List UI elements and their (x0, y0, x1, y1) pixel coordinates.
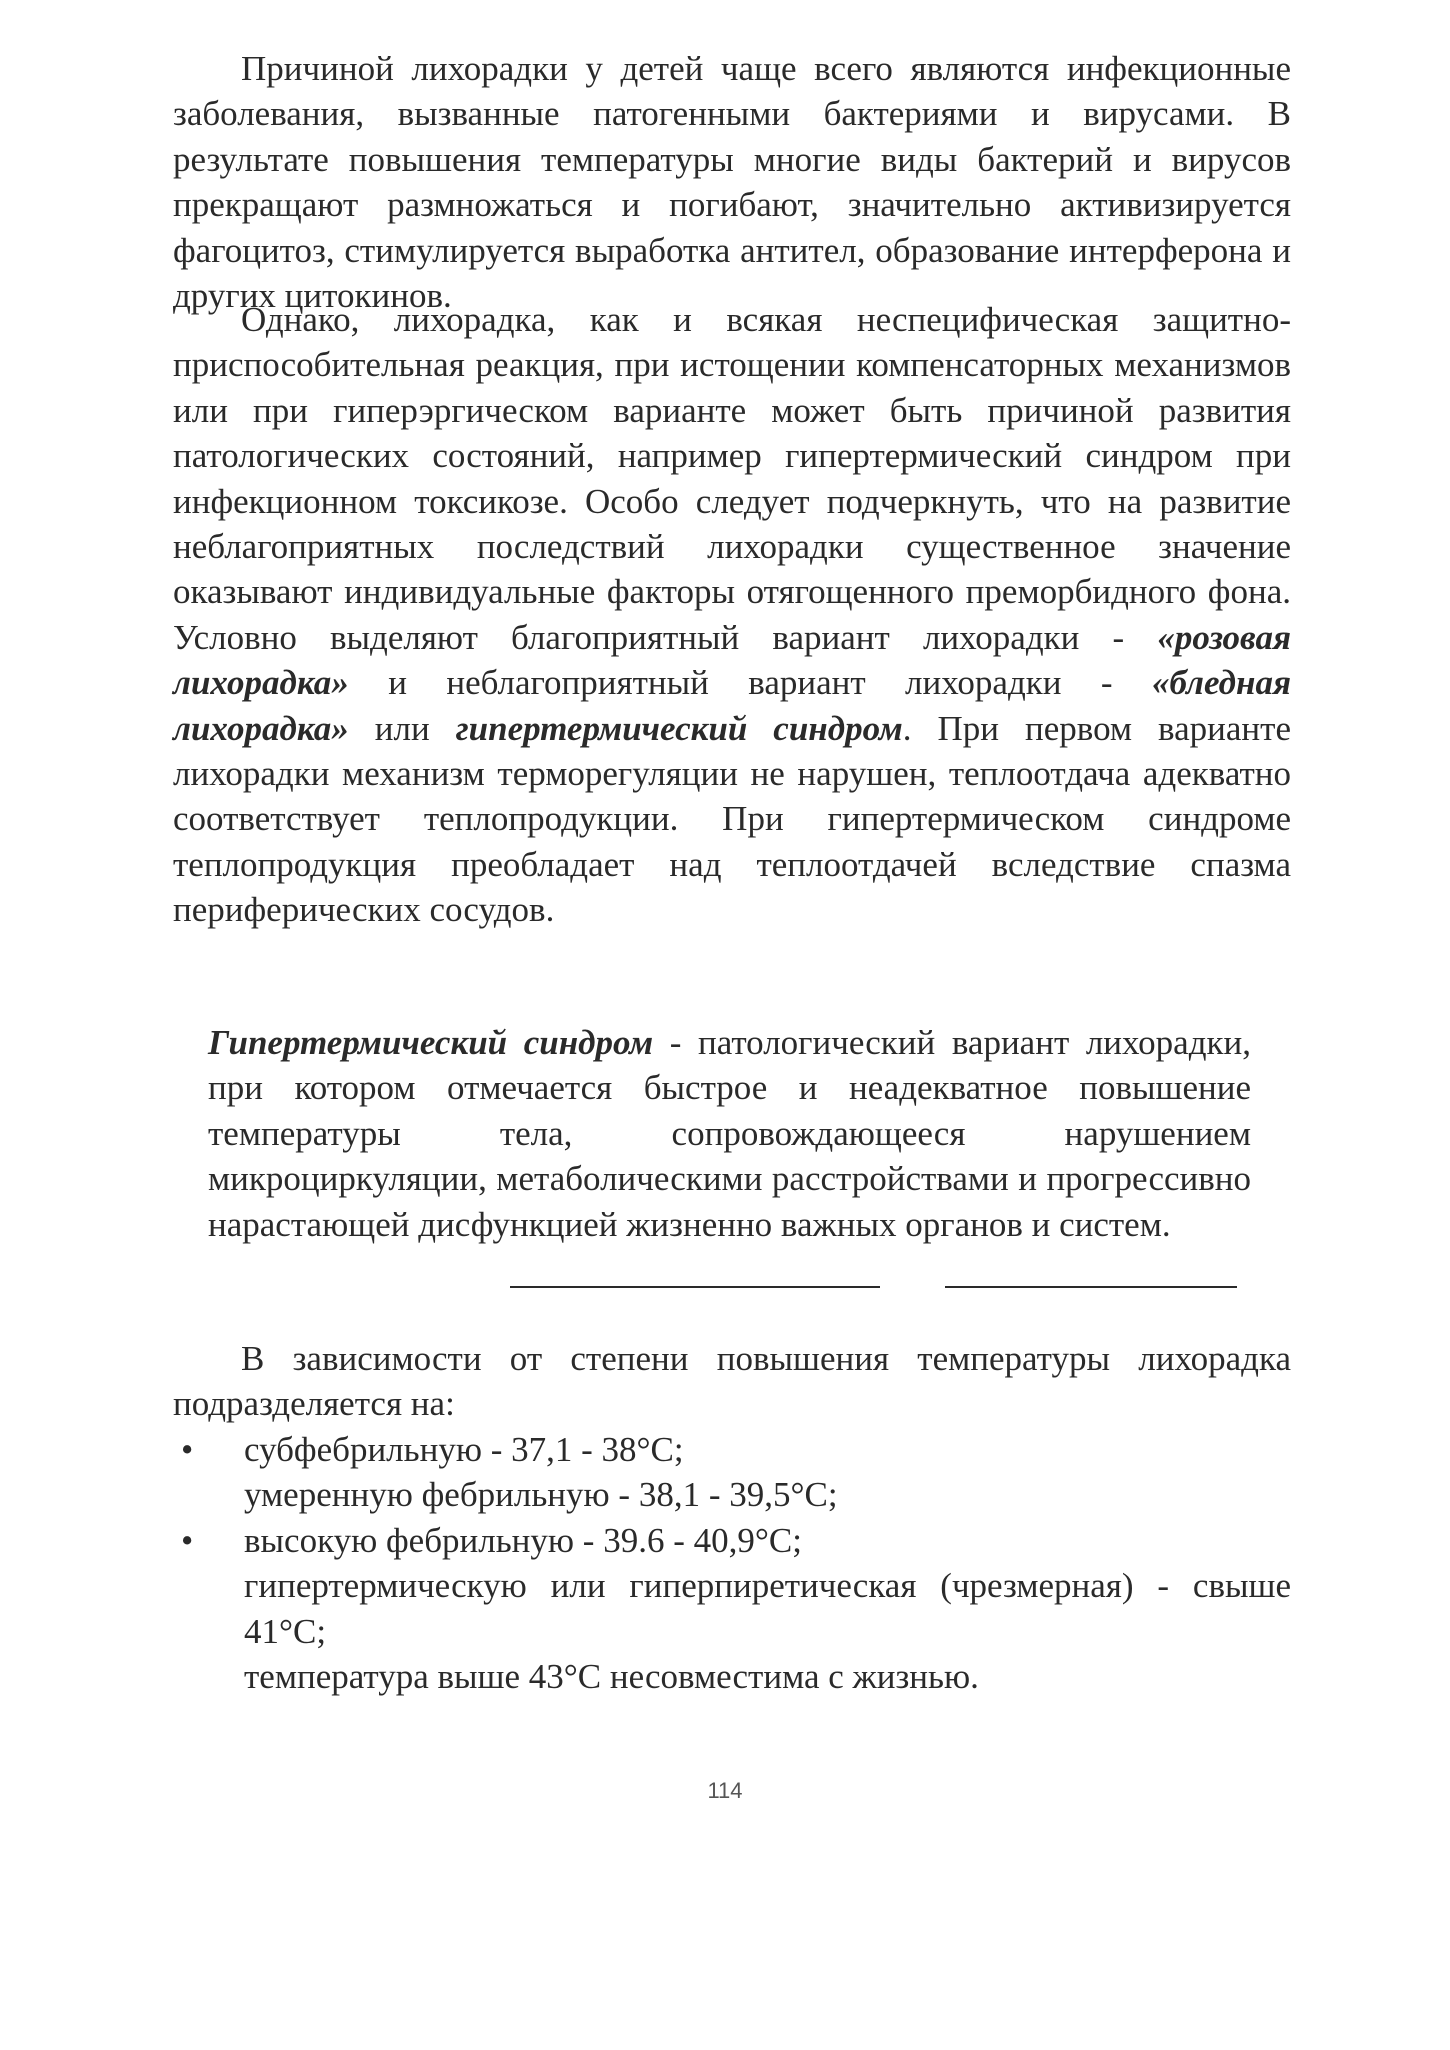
paragraph-text: и неблагоприятный вариант лихорадки - (348, 663, 1152, 703)
bullet-icon: • (181, 1430, 194, 1469)
paragraph-text: Причиной лихорадки у детей чаще всего являются инфекционные заболевания, вызванные патогенными бактериями и вирусами. В результате повышения температуры многие виды бактерий и вирусов прекращают размножаться и погибают, значительно активизируется фагоцитоз, стимулируется выработка антител, образование интерферона и других цитокинов. (173, 49, 1291, 316)
list-item-text: высокую фебрильную - 39.6 - 40,9°С; (244, 1520, 802, 1560)
emphasis-hyperthermic-syndrome: гипертермический синдром (455, 708, 903, 748)
paragraph-fever-variants (173, 297, 1291, 933)
paragraph-text: Однако, лихорадка, как и всякая неспецифическая защитно-приспособительная реакция, при истощении компенсаторных механизмов или при гиперэргическом варианте может быть причиной развития патологических состояний, например гипертермический синдром при инфекционном токсикозе. Особо следует подчеркнуть, что на развитие неблагоприятных последствий лихорадки существенное значение оказывают индивидуальные факторы отягощенного преморбидного фона. Условно выделяют благоприятный вариант лихорадки - (173, 300, 1291, 657)
list-item-text: температура выше 43°С несовместима с жизнью. (244, 1657, 979, 1697)
list-item (173, 1654, 1291, 1699)
emphasis-pale-fever: «бледная лихорадка» (173, 663, 1291, 748)
list-item (173, 1472, 1291, 1517)
definition-text: - патологический вариант лихорадки, при котором отмечается быстрое и неадекватное повышение температуры тела, сопровождающееся нарушением микроциркуляции, метаболическими расстройствами и прогрессивно нарастающей дисфункцией жизненно важных органов и систем. (208, 1023, 1252, 1244)
list-item (173, 1563, 1291, 1654)
underline-rule (945, 1286, 1237, 1288)
list-item (173, 1518, 1291, 1563)
list-item-text: гипертермическую или гиперпиретическая (чрезмерная) - свыше 41°С; (244, 1566, 1291, 1651)
bullet-icon: • (181, 1520, 194, 1560)
paragraph-text: или (348, 708, 456, 748)
page-number: 114 (707, 1778, 743, 1803)
list-item-text: субфебрильную - 37,1 - 38°С; (244, 1430, 684, 1469)
definition-block (208, 1020, 1251, 1247)
emphasis-pink-fever: «розовая лихорадка» (173, 617, 1291, 703)
underline-rule (510, 1286, 880, 1288)
paragraph-classification-intro: В зависимости от степени повышения температуры лихорадка подразделяется на: (173, 1339, 1291, 1424)
paragraph-text: . При первом варианте лихорадки механизм терморегуляции не нарушен, теплоотдача адекватно соответствует теплопродукции. При гипертермическом синдроме теплопродукция преобладает над теплоотдачей вследствие спазма периферических сосудов. (173, 708, 1291, 930)
list-item (173, 1427, 1291, 1472)
list-item-text: умеренную фебрильную - 38,1 - 39,5°С; (244, 1475, 838, 1515)
paragraph-fever-causes (173, 46, 1291, 318)
definition-term: Гипертермический синдром (208, 1023, 654, 1062)
fever-grades-list (173, 1427, 1291, 1699)
